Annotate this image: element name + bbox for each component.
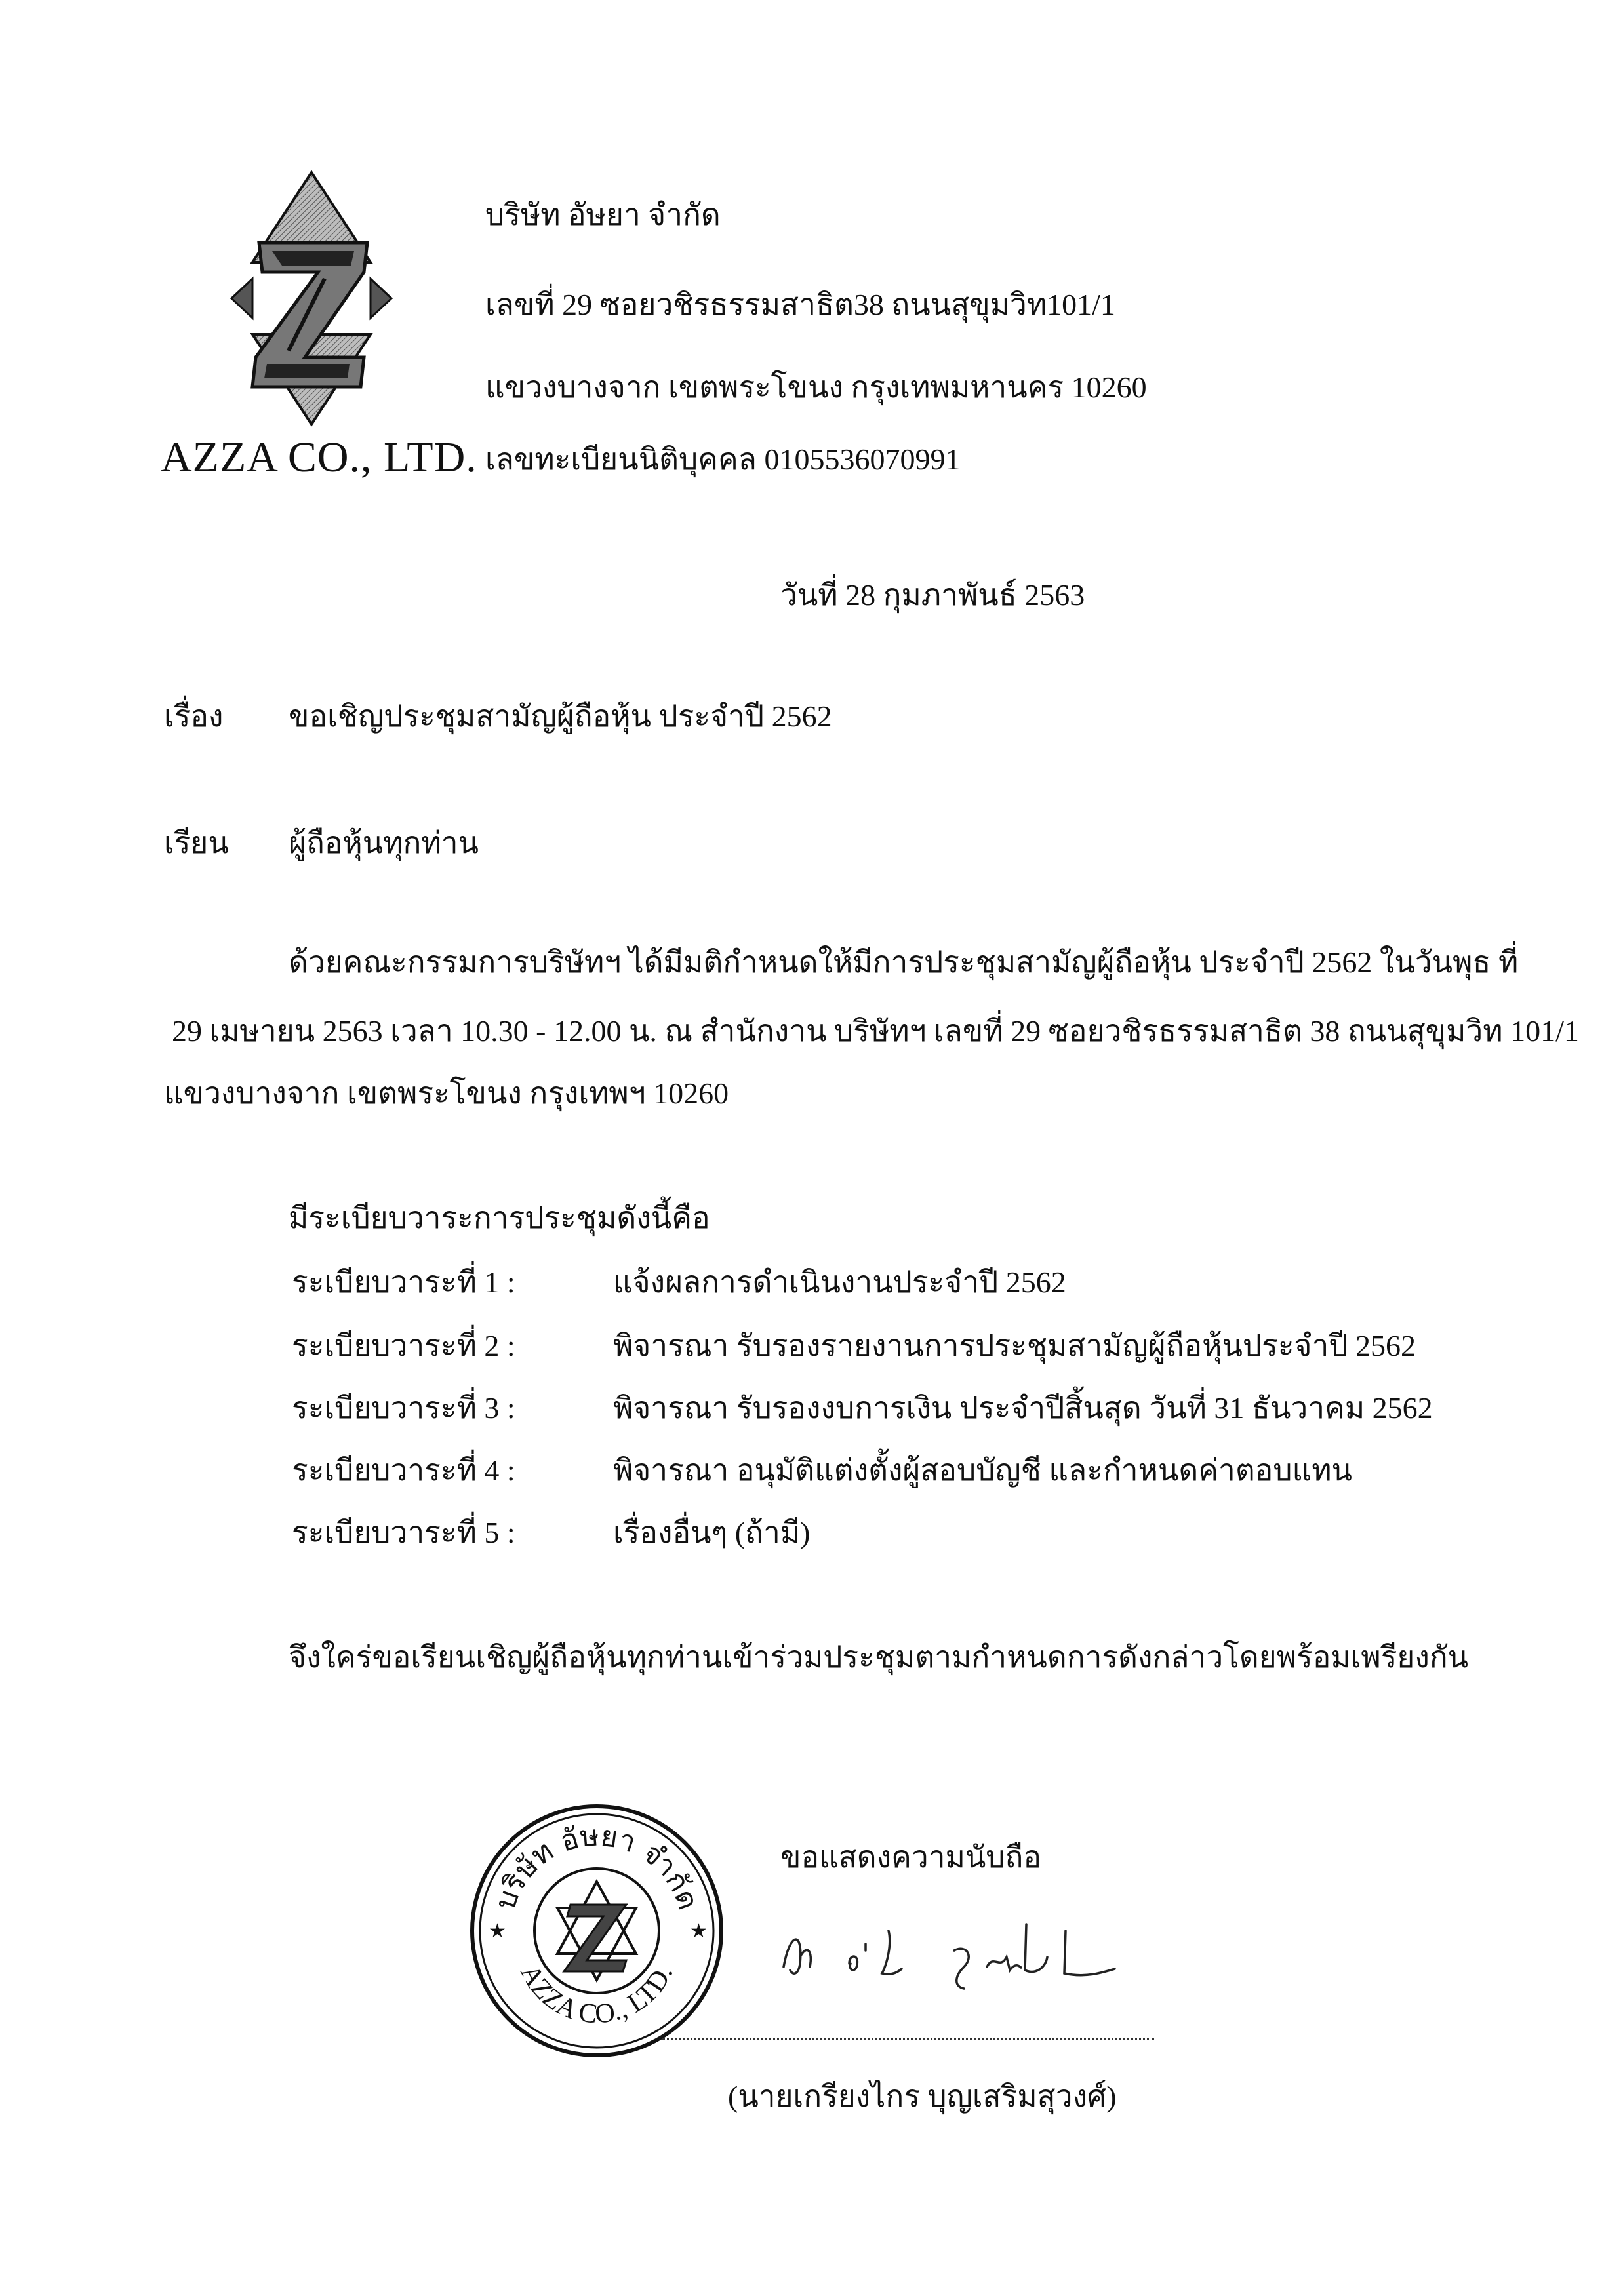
agenda-text-5: เรื่องอื่นๆ (ถ้ามี) [613, 1516, 811, 1549]
azza-logo-icon [226, 167, 397, 429]
registration-number: เลขทะเบียนนิติบุคคล 0105536070991 [485, 443, 961, 476]
stamp-bottom-text: AZZA CO., LTD. [514, 1960, 679, 2030]
signer-name: (นายเกรียงไกร บุญเสริมสุวงศ์) [728, 2080, 1117, 2113]
signature-line [662, 2038, 1154, 2040]
body-line-1: ด้วยคณะกรรมการบริษัทฯ ได้มีมติกำหนดให้มีการประชุมสามัญผู้ถือหุ้น ประจำปี 2562 ในวันพุธ ที่ [289, 945, 1519, 979]
closing-paragraph: จึงใคร่ขอเรียนเชิญผู้ถือหุ้นทุกท่านเข้าร่วมประชุมตามกำหนดการดังกล่าวโดยพร้อมเพรียงกัน [289, 1640, 1469, 1674]
agenda-text-2: พิจารณา รับรองรายงานการประชุมสามัญผู้ถือหุ้นประจำปี 2562 [613, 1329, 1416, 1362]
agenda-label-2: ระเบียบวาระที่ 2 : [292, 1329, 515, 1362]
body-line-3: แขวงบางจาก เขตพระโขนง กรุงเทพฯ 10260 [164, 1077, 729, 1110]
agenda-label-1: ระเบียบวาระที่ 1 : [292, 1265, 515, 1299]
company-name-en: AZZA CO., LTD. [161, 433, 477, 481]
agenda-label-5: ระเบียบวาระที่ 5 : [292, 1516, 515, 1549]
agenda-text-4: พิจารณา อนุมัติแต่งตั้งผู้สอบบัญชี และกำหนดค่าตอบแทน [613, 1454, 1352, 1487]
svg-text:★: ★ [489, 1920, 506, 1942]
subject-text: ขอเชิญประชุมสามัญผู้ถือหุ้น ประจำปี 2562 [289, 700, 832, 733]
recipient-label: เรียน [164, 826, 229, 860]
agenda-text-3: พิจารณา รับรองงบการเงิน ประจำปีสิ้นสุด วันที่ 31 ธันวาคม 2562 [613, 1391, 1433, 1425]
address-line-1: เลขที่ 29 ซอยวชิรธรรมสาธิต38 ถนนสุขุมวิท101/1 [485, 288, 1115, 321]
signature-icon [777, 1905, 1118, 1990]
stamp-top-text: บริษัท อัษยา จำกัด [488, 1819, 706, 1914]
company-name-th: บริษัท อัษยา จำกัด [485, 198, 721, 231]
agenda-heading: มีระเบียบวาระการประชุมดังนี้คือ [289, 1201, 710, 1235]
company-seal-icon [466, 1800, 728, 2062]
svg-text:★: ★ [690, 1920, 708, 1942]
subject-label: เรื่อง [164, 700, 224, 733]
agenda-text-1: แจ้งผลการดำเนินงานประจำปี 2562 [613, 1265, 1066, 1299]
body-line-2: 29 เมษายน 2563 เวลา 10.30 - 12.00 น. ณ สำนักงาน บริษัทฯ เลขที่ 29 ซอยวชิรธรรมสาธิต 38 ถนนสุขุมวิท 101/1 [172, 1014, 1579, 1048]
address-line-2: แขวงบางจาก เขตพระโขนง กรุงเทพมหานคร 10260 [485, 370, 1147, 404]
agenda-label-3: ระเบียบวาระที่ 3 : [292, 1391, 515, 1425]
agenda-label-4: ระเบียบวาระที่ 4 : [292, 1454, 515, 1487]
regards-text: ขอแสดงความนับถือ [780, 1840, 1042, 1874]
recipient-text: ผู้ถือหุ้นทุกท่าน [289, 826, 479, 860]
letter-date: วันที่ 28 กุมภาพันธ์ 2563 [780, 578, 1085, 612]
